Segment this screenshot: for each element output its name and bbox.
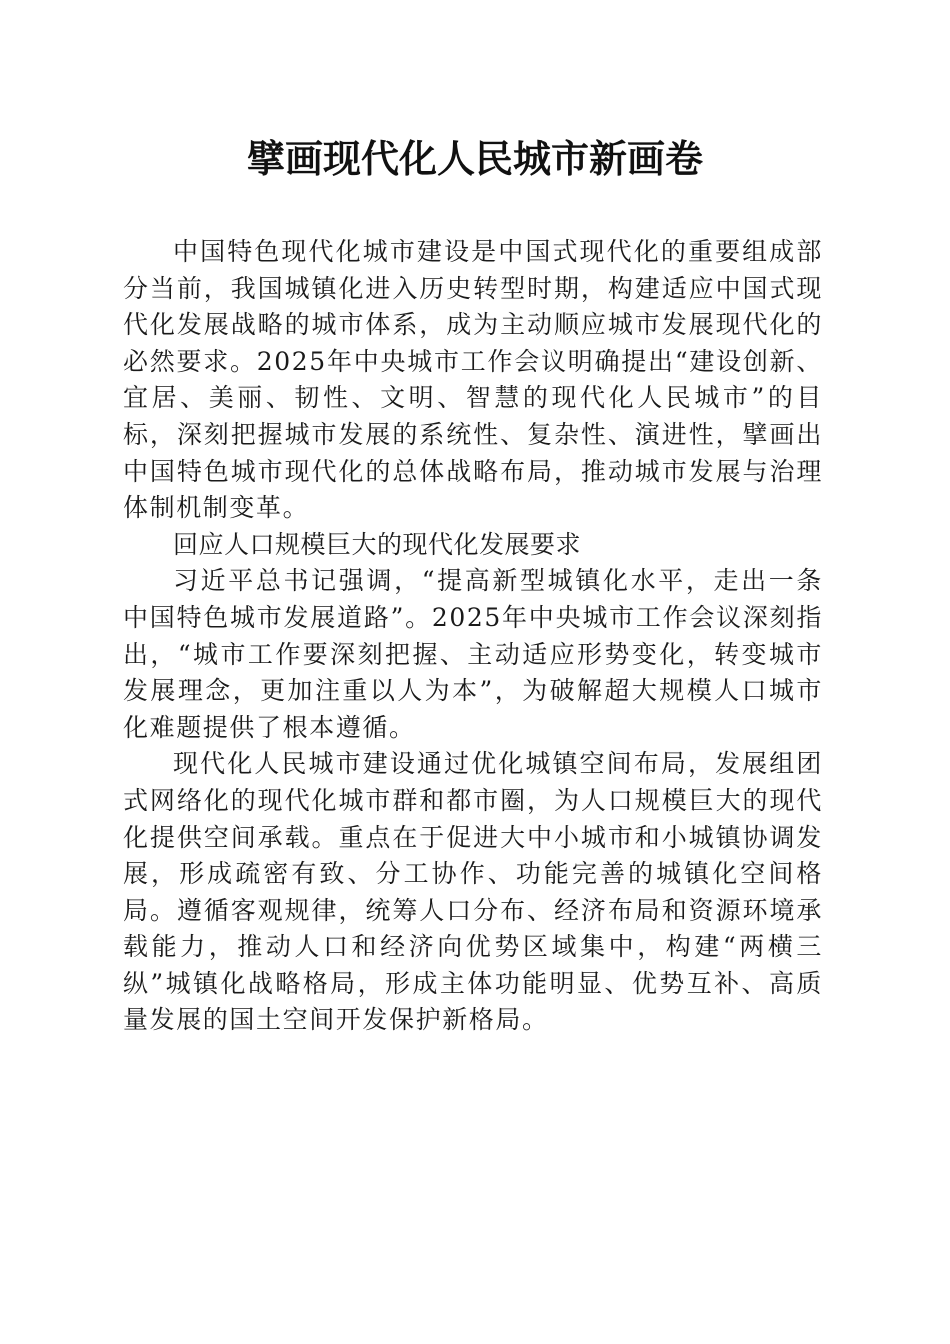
paragraph-spatial-layout: 现代化人民城市建设通过优化城镇空间布局，发展组团式网络化的现代化城市群和都市圈，为人口规模巨大的现代化提供空间承载。重点在于促进大中小城市和小城镇协调发展，形成疏密有致、分工协作、功能完善的城镇化空间格局。遵循客观规律，统筹人口分布、经济布局和资源环境承载能力，推动人口和经济向优势区域集中，构建“两横三纵”城镇化战略格局，形成主体功能明显、优势互补、高质量发展的国土空间开发保护新格局。 [123, 749, 823, 1035]
paragraph-intro: 中国特色现代化城市建设是中国式现代化的重要组成部分当前，我国城镇化进入历史转型时期，构建适应中国式现代化发展战略的城市体系，成为主动顺应城市发展现代化的必然要求。2025年中央城市工作会议明确提出“建设创新、宜居、美丽、韧性、文明、智慧的现代化人民城市”的目标，深刻把握城市发展的系统性、复杂性、演进性，擘画出中国特色城市现代化的总体战略布局，推动城市发展与治理体制机制变革。 [123, 237, 823, 523]
page-title: 擘画现代化人民城市新画卷 [246, 136, 703, 181]
section-subheading: 回应人口规模巨大的现代化发展要求 [173, 529, 582, 559]
paragraph-quote: 习近平总书记强调，“提高新型城镇化水平，走出一条中国特色城市发展道路”。2025年中央城市工作会议深刻指出，“城市工作要深刻把握、主动适应形势变化，转变城市发展理念，更加注重以人为本”，为破解超大规模人口城市化难题提供了根本遵循。 [123, 566, 823, 742]
article-body [123, 234, 823, 1039]
